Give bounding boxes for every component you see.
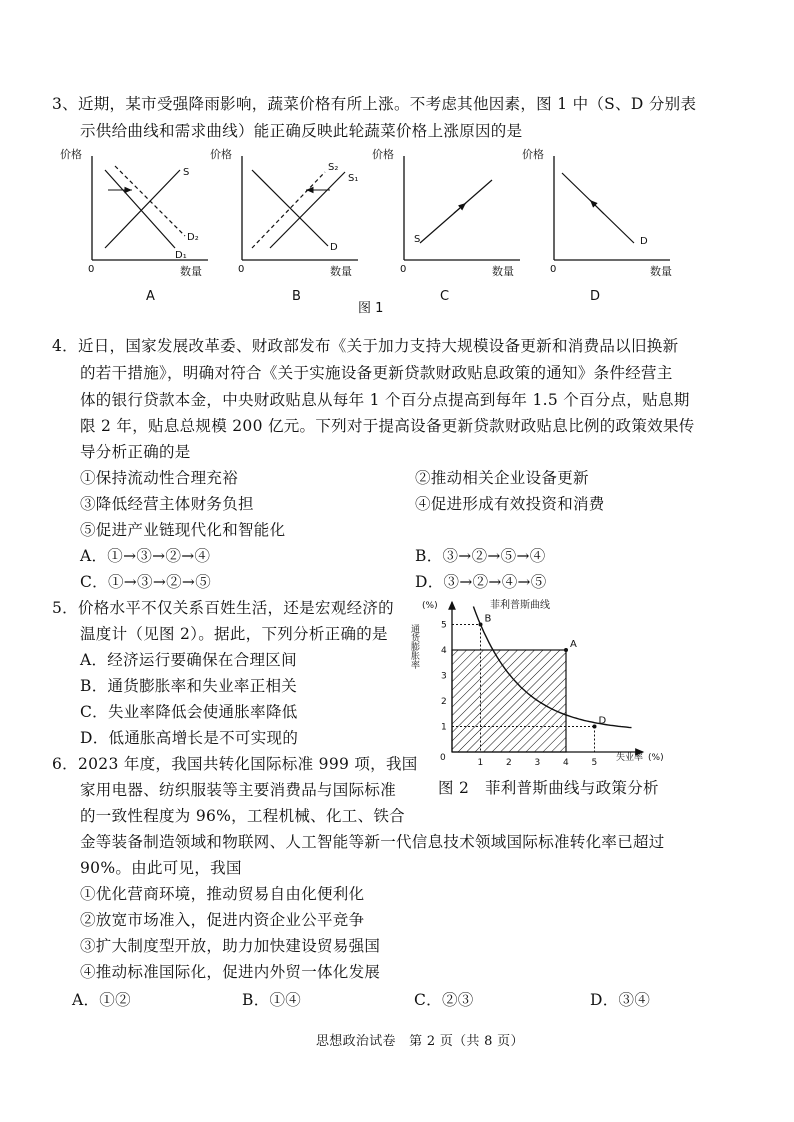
- fig2-x-tick-4: 4: [563, 758, 569, 768]
- fig2-point-label-b: B: [484, 613, 492, 625]
- q4-stem-line1: 4．近日，国家发展改革委、财政部发布《关于加力支持大规模设备更新和消费品以旧换新: [52, 337, 679, 355]
- fig2-x-tick-5: 5: [591, 758, 598, 768]
- graph-a: [60, 147, 208, 304]
- fig2-x-label: 失业率: [616, 753, 644, 763]
- graph-b-origin: 0: [238, 264, 245, 275]
- graph-b-s1-line: [270, 172, 345, 248]
- figure-1-caption: 图 1: [358, 301, 384, 316]
- graph-d-d-label: D: [640, 236, 648, 247]
- fig2-point-a: [564, 648, 568, 652]
- q6-option-a[interactable]: A．①②: [72, 991, 131, 1009]
- graph-d-name: D: [590, 289, 601, 304]
- fig2-point-label-d: D: [598, 715, 607, 727]
- q3-stem-line2: 示供给曲线和需求曲线）能正确反映此轮蔬菜价格上涨原因的是: [80, 122, 523, 140]
- q6-stem-line1: 6．2023 年度，我国共转化国际标准 999 项，我国: [52, 755, 418, 773]
- fig2-point-b: [479, 623, 483, 627]
- q5-stem-line2: 温度计（见图 2）。据此，下列分析正确的是: [80, 625, 388, 643]
- q5-stem-line1: 5．价格水平不仅关系百姓生活，还是宏观经济的: [52, 599, 394, 617]
- graph-b-d-label: D: [330, 242, 338, 253]
- fig2-y-tick-5: 5: [441, 620, 447, 631]
- graph-d-x-label: 数量: [650, 265, 672, 278]
- q4-item-5: ⑤促进产业链现代化和智能化: [80, 521, 286, 539]
- q6-stem-line4: 金等装备制造领域和物联网、人工智能等新一代信息技术领域国际标准转化率已超过: [80, 833, 665, 851]
- graph-d-origin: 0: [550, 264, 557, 275]
- graph-d-y-label: 价格: [522, 148, 544, 161]
- q4-option-c[interactable]: C．①→③→②→⑤: [80, 573, 212, 591]
- figure-2-caption: 图 2 菲利普斯曲线与政策分析: [438, 779, 659, 797]
- q5-option-a[interactable]: A．经济运行要确保在合理区间: [80, 651, 297, 669]
- q6-option-d[interactable]: D．③④: [590, 991, 651, 1009]
- graph-c-move-arrow: [454, 203, 466, 213]
- page-footer: 思想政治试卷 第 2 页（共 8 页）: [316, 1034, 524, 1049]
- graph-d-move-arrow: [590, 200, 604, 214]
- q4-option-a[interactable]: A．①→③→②→④: [80, 547, 211, 565]
- graph-a-s-label: S: [183, 167, 190, 178]
- q6-option-c[interactable]: C．②③: [414, 991, 474, 1009]
- figure-2-phillips-curve: [409, 594, 712, 774]
- fig2-point-d: [593, 725, 597, 729]
- fig2-y-tick-3: 3: [441, 671, 447, 682]
- graph-a-d1-label: D₁: [175, 250, 187, 261]
- fig2-x-tick-3: 3: [534, 758, 541, 768]
- q6-item-4: ④推动标准国际化，促进内外贸一体化发展: [80, 963, 381, 981]
- graph-a-name: A: [146, 289, 155, 304]
- graph-a-y-label: 价格: [60, 148, 82, 161]
- q4-stem-line3: 体的银行贷款本金，中央财政贴息从每年 1 个百分点提高到每年 1.5 个百分点，贴息期: [80, 391, 690, 409]
- graph-b-name: B: [292, 289, 301, 304]
- fig2-x-unit: (%): [648, 753, 664, 763]
- graph-b-s2-line: [252, 172, 325, 248]
- graph-a-x-label: 数量: [180, 265, 202, 278]
- graph-a-origin: 0: [88, 264, 95, 275]
- fig2-y-tick-4: 4: [441, 646, 447, 656]
- q6-stem-line3: 的一致性程度为 96%，工程机械、化工、铁合: [80, 807, 405, 825]
- graph-c-origin: 0: [400, 264, 407, 275]
- graph-c-x-label: 数量: [492, 265, 514, 278]
- q4-item-3: ③降低经营主体财务负担: [80, 495, 254, 513]
- q6-item-3: ③扩大制度型开放，助力加快建设贸易强国: [80, 937, 381, 955]
- graph-c-name: C: [440, 289, 450, 304]
- q4-stem-line4: 限 2 年，贴息总规模 200 亿元。下列对于提高设备更新贷款财政贴息比例的政策效果传: [80, 417, 695, 435]
- fig2-x-tick-1: 1: [477, 758, 484, 768]
- fig2-curve-title: 菲利普斯曲线: [490, 600, 550, 611]
- graph-b-x-label: 数量: [330, 265, 352, 278]
- q3-stem-line1: 3、近期，某市受强降雨影响，蔬菜价格有所上涨。不考虑其他因素，图 1 中（S、D 分别表: [52, 95, 697, 113]
- q6-item-1: ①优化营商环境，推动贸易自由化便利化: [80, 885, 365, 903]
- q4-option-b[interactable]: B．③→②→⑤→④: [415, 547, 546, 565]
- q4-item-4: ④促进形成有效投资和消费: [415, 495, 605, 513]
- q5-option-b[interactable]: B．通货膨胀率和失业率正相关: [80, 677, 298, 695]
- graph-b-s2-label: S₂: [328, 162, 339, 173]
- fig2-y-label: 通货膨胀率: [409, 624, 419, 669]
- q4-item-2: ②推动相关企业设备更新: [415, 469, 589, 487]
- fig2-y-tick-1: 1: [441, 722, 447, 733]
- fig2-point-label-a: A: [570, 639, 577, 650]
- q4-option-d[interactable]: D．③→②→④→⑤: [415, 573, 547, 591]
- q6-item-2: ②放宽市场准入，促进内资企业公平竞争: [80, 911, 365, 929]
- fig2-x-tick-2: 2: [506, 758, 512, 768]
- q6-option-b[interactable]: B．①④: [242, 991, 302, 1009]
- q6-stem-line5: 90%。由此可见，我国: [80, 859, 242, 877]
- q5-option-c[interactable]: C．失业率降低会使通胀率降低: [80, 703, 298, 721]
- graph-c: [372, 147, 520, 304]
- q4-stem-line5: 导分析正确的是: [80, 443, 191, 461]
- q4-item-1: ①保持流动性合理充裕: [80, 469, 239, 487]
- graph-b-s1-label: S₁: [348, 173, 359, 184]
- fig2-hatched-region: [452, 650, 566, 752]
- graph-d: [522, 147, 672, 304]
- q5-option-d[interactable]: D．低通胀高增长是不可实现的: [80, 729, 299, 747]
- graph-c-y-label: 价格: [372, 148, 394, 161]
- q4-stem-line2: 的若干措施》，明确对符合《关于实施设备更新贷款财政贴息政策的通知》条件经营主: [80, 364, 673, 382]
- graph-c-s-label: S: [414, 234, 421, 245]
- graph-a-d2-label: D₂: [187, 232, 199, 243]
- fig2-origin: 0: [440, 753, 446, 763]
- fig2-y-unit: (%): [422, 601, 438, 611]
- figure-1: [60, 148, 700, 318]
- graph-b: [210, 147, 358, 304]
- graph-b-y-label: 价格: [210, 148, 232, 161]
- fig2-y-tick-2: 2: [441, 697, 447, 707]
- q6-stem-line2: 家用电器、纺织服装等主要消费品与国际标准: [80, 781, 397, 799]
